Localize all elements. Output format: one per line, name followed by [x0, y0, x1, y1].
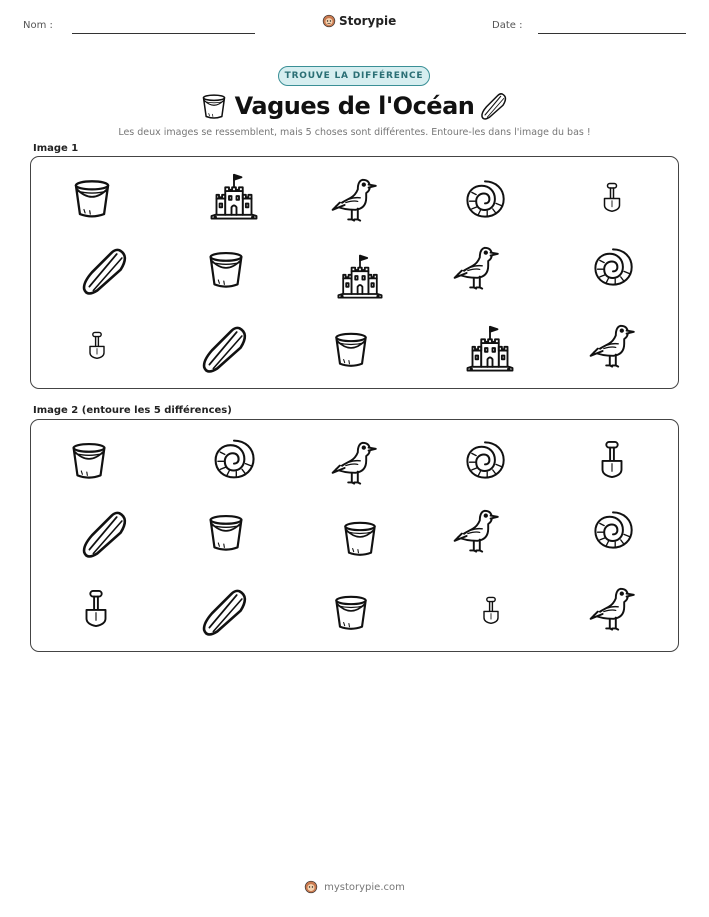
- sandcastle-icon: [207, 171, 261, 221]
- footer: [0, 880, 709, 894]
- date-label: Date :: [492, 20, 523, 31]
- seagull-icon: [587, 321, 635, 369]
- bucket-icon: [330, 327, 372, 371]
- page-title: Vagues de l'Océan: [234, 92, 475, 120]
- surfboard-icon: [79, 508, 131, 560]
- name-label: Nom :: [23, 20, 53, 31]
- seagull-icon: [587, 584, 635, 632]
- instructions: Les deux images se ressemblent, mais 5 choses sont différentes. Entoure-les dans l'image du bas !: [118, 127, 591, 138]
- shell-icon: [591, 508, 635, 552]
- surfboard-icon: [199, 586, 251, 638]
- surfboard-icon: [199, 323, 251, 375]
- mascot-icon: [304, 880, 318, 894]
- image2-panel: [30, 419, 679, 652]
- mascot-icon: [322, 14, 336, 28]
- shovel-icon: [593, 426, 631, 492]
- name-line[interactable]: [72, 33, 255, 34]
- shovel-icon: [83, 321, 111, 369]
- bucket-icon: [330, 590, 372, 634]
- shovel-icon: [597, 173, 627, 221]
- bucket-icon: [204, 510, 248, 554]
- image1-panel: [30, 156, 679, 389]
- date-line[interactable]: [538, 33, 686, 34]
- shell-icon: [591, 245, 635, 289]
- shell-icon: [463, 438, 507, 482]
- seagull-icon: [329, 175, 377, 223]
- sandcastle-icon: [334, 252, 386, 300]
- brand-name: Storypie: [339, 14, 397, 28]
- activity-badge: TROUVE LA DIFFÉRENCE: [278, 66, 430, 86]
- surfboard-icon: [479, 91, 509, 121]
- seagull-icon: [329, 438, 377, 486]
- image1-label: Image 1: [33, 143, 79, 154]
- bucket-icon: [69, 175, 115, 221]
- image2-label: Image 2 (entoure les 5 différences): [33, 405, 232, 416]
- shell-icon: [211, 436, 257, 482]
- seagull-icon: [451, 243, 499, 291]
- brand-logo: [322, 14, 396, 28]
- sandcastle-icon: [463, 323, 517, 373]
- surfboard-icon: [79, 245, 131, 297]
- footer-url[interactable]: mystorypie.com: [324, 881, 405, 893]
- shell-icon: [463, 177, 507, 221]
- shovel-icon: [477, 586, 505, 634]
- bucket-icon: [67, 438, 111, 482]
- shovel-icon: [77, 574, 115, 642]
- bucket-icon: [204, 247, 248, 291]
- seagull-icon: [451, 506, 499, 554]
- bucket-icon: [339, 516, 381, 560]
